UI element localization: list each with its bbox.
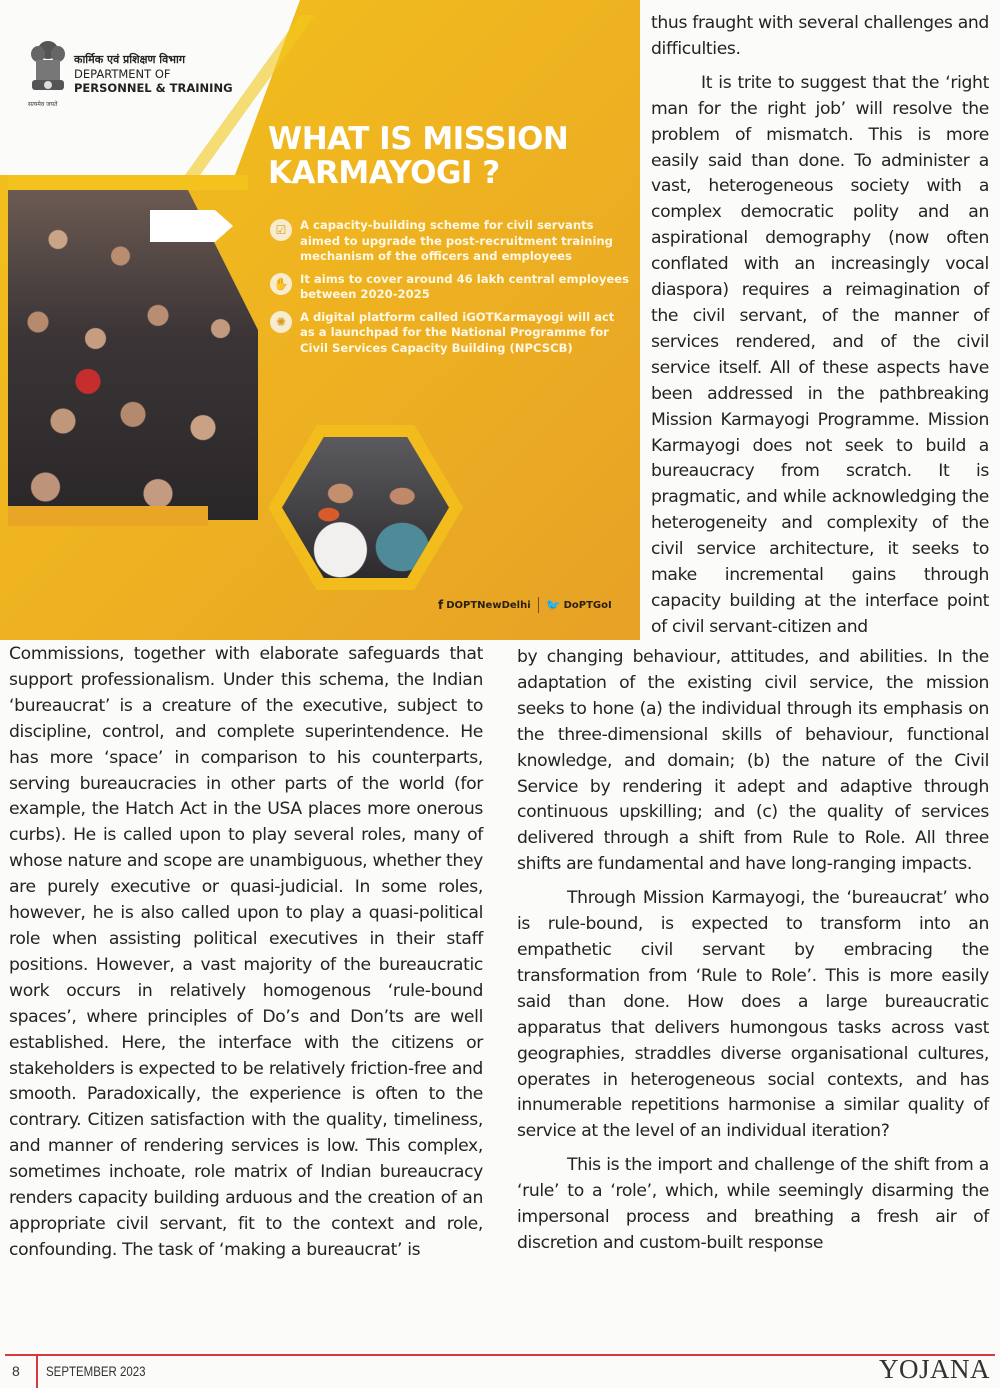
- facebook-handle: DOPTNewDelhi: [446, 599, 531, 611]
- info-point-text: It aims to cover around 46 lakh central employees between 2020-2025: [300, 271, 630, 301]
- department-name-hindi: कार्मिक एवं प्रशिक्षण विभाग: [74, 53, 186, 66]
- hand-plant-icon: ✋: [270, 273, 292, 295]
- article-right-column-bottom: [517, 645, 989, 1257]
- title-line-1: WHAT IS MISSION: [268, 121, 569, 157]
- department-name-line1: DEPARTMENT OF: [74, 67, 171, 81]
- article-paragraph: Through Mission Karmayogi, the ‘bureaucrat’ who is rule-bound, is expected to transform into an empathetic civil servant by embracing the transformation from ‘Rule to Role’. This is more easily said than done. How does a large bureaucratic apparatus that delivers humongous tasks across vast geographies, straddles diverse organisational cultures, operates in heterogeneous social contexts, and has innumerable repetitions harmonise a similar quality of service at the level of an individual iteration?: [517, 888, 989, 1142]
- article-left-column: [9, 642, 483, 1264]
- article-paragraph: thus fraught with several challenges and difficulties.: [651, 13, 989, 59]
- checklist-icon: ☑: [270, 219, 292, 241]
- photo-bottom-band: [8, 506, 208, 526]
- magazine-name: YOJANA: [879, 1354, 990, 1384]
- info-point: [270, 310, 630, 357]
- social-divider: [538, 597, 539, 613]
- article-paragraph: by changing behaviour, attitudes, and abilities. In the adaptation of the existing civil service, the mission seeks to hone (a) the individual through its emphasis on the three-dimensional skills of behaviour, functional knowledge, and domain; (b) the nature of the Civil Service by rendering it adept and adaptive through continuous upskilling; and (c) the quality of services delivered through a shift from Rule to Role. All three shifts are fundamental and have long-ranging impacts.: [517, 647, 989, 875]
- issue-date: SEPTEMBER 2023: [46, 1363, 146, 1379]
- article-paragraph: It is trite to suggest that the ‘right man for the right job’ will resolve the problem of mismatch. This is more easily said than done. To administer a vast, heterogeneous society with a complex democratic polity and an aspirational demography (now often conflated with an increasingly vocal diaspora) requires a reimagination of the civil servant, of the manner of services rendered, and of the civil service itself. All of these aspects have been addressed in the pathbreaking Mission Karmayogi Programme. Mission Karmayogi does not seek to build a bureaucracy from scratch. It is pragmatic, and while acknowledging the heterogeneity and complexity of the civil service architecture, it seeks to make incremental gains through capacity building at the interface point of civil servant-citizen and: [651, 72, 989, 637]
- twitter-icon: 🐦: [545, 598, 561, 612]
- twitter-handle: DoPTGoI: [563, 599, 612, 611]
- photo-top-band: [8, 175, 248, 190]
- footer-divider: [36, 1354, 38, 1388]
- footer-rule: [5, 1354, 995, 1356]
- title-line-2: KARMAYOGI ?: [268, 155, 500, 191]
- article-right-column-top: [651, 11, 989, 641]
- digital-network-icon: ✺: [270, 311, 292, 333]
- department-name-line2: PERSONNEL & TRAINING: [74, 81, 233, 95]
- article-paragraph: This is the import and challenge of the shift from a ‘rule’ to a ‘role’, which, while seemingly disarming the impersonal process and breathing a fresh air of discretion and custom-built response: [517, 1155, 989, 1253]
- info-point: [270, 272, 630, 303]
- infographic-title: [268, 122, 628, 190]
- mission-karmayogi-infographic: [0, 0, 640, 640]
- facebook-icon: f: [438, 598, 444, 612]
- info-point: [270, 218, 630, 265]
- info-point-text: A digital platform called iGOTKarmayogi will act as a launchpad for the National Programme for Civil Services Capacity Building (NPCSCB): [300, 309, 615, 355]
- article-paragraph: Commissions, together with elaborate safeguards that support professionalism. Under this schema, the Indian ‘bureaucrat’ is a creature of the executive, subject to discipline, control, and complete superintendence. He has more ‘space’ in comparison to his counterparts, serving bureaucracies in other parts of the world (for example, the Hatch Act in the USA places more onerous curbs). He is called upon to play several roles, many of whose nature and scope are unambiguous, whether they are purely executive or quasi-judicial. In some roles, however, he is also called upon to play a quasi-political role when assisting political executives in their staff positions. However, a vast majority of the bureaucratic work occurs in relatively homogenous ‘rule-bound spaces’, where principles of Do’s and Don’ts are well established. Here, the interface with the citizens or stakeholders is expected to be relatively friction-free and smooth. Paradoxically, the experience is often to the contrary. Citizen satisfaction with the quality, timeliness, and manner of rendering services is low. This complex, sometimes inchoate, role matrix of Indian bureaucracy renders capacity building arduous and the creation of an appropriate civil servant, fit to the context and role, confounding. The task of ‘making a bureaucrat’ is: [9, 644, 483, 1260]
- national-emblem-icon: [28, 38, 68, 100]
- page-number: 8: [12, 1363, 20, 1379]
- social-handles: [438, 597, 612, 613]
- info-point-text: A capacity-building scheme for civil servants aimed to upgrade the post-recruitment training mechanism of the officers and employees: [300, 218, 613, 263]
- infographic-points: [270, 218, 630, 363]
- emblem-motto: सत्यमेव जयते: [28, 101, 58, 108]
